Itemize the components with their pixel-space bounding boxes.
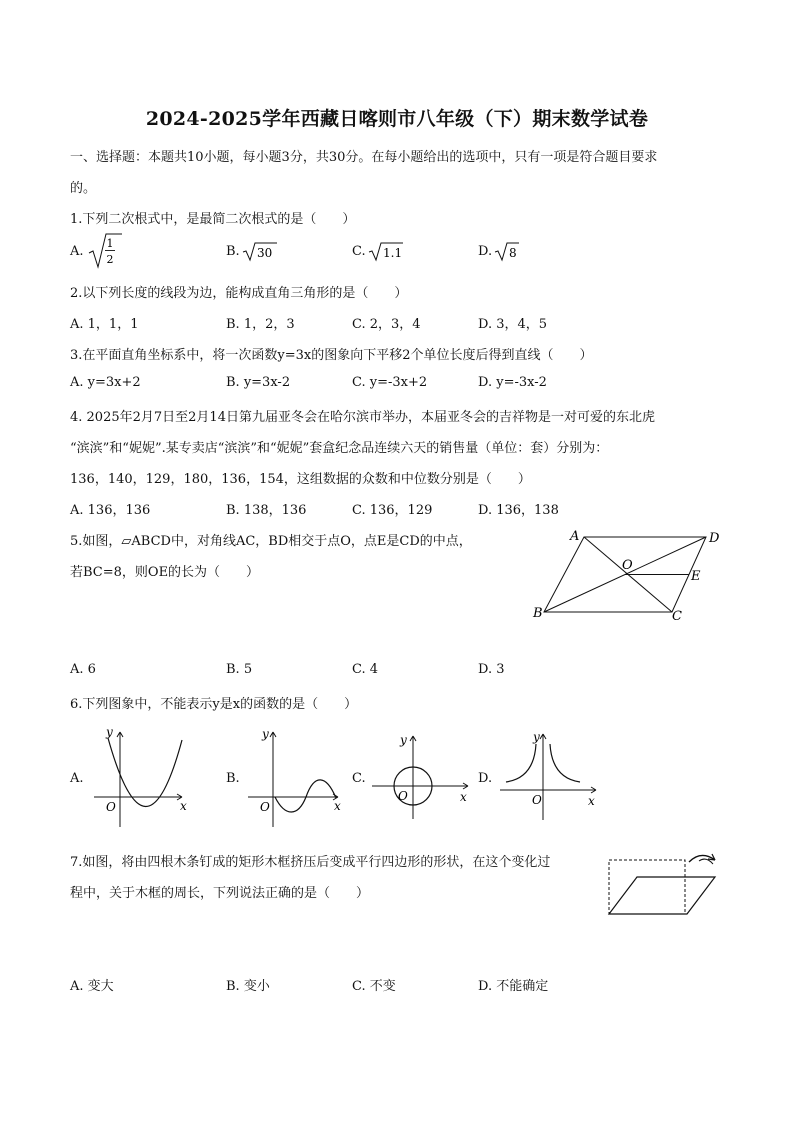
svg-text:O: O xyxy=(532,793,542,807)
svg-text:y: y xyxy=(106,725,113,739)
q2-option-b: B. 1，2，3 xyxy=(226,317,295,332)
q7-option-a: A. 变大 xyxy=(70,979,114,994)
q4-option-a: A. 136，136 xyxy=(70,503,151,518)
q1-option-a-radical xyxy=(86,231,126,271)
q2-stem: 2.以下列长度的线段为边，能构成直角三角形的是（ ） xyxy=(70,286,408,301)
svg-text:x: x xyxy=(180,799,187,813)
svg-text:x: x xyxy=(334,799,341,813)
q2-option-d: D. 3，4，5 xyxy=(478,317,548,332)
svg-text:y: y xyxy=(400,733,407,747)
push-arrow-icon xyxy=(689,855,715,862)
q5-parallelogram-figure xyxy=(528,524,728,628)
q4-stem-line1: 4. 2025年2月7日至2月14日第九届亚冬会在哈尔滨市举办，本届亚冬会的吉祥物是一对可爱的东北虎 xyxy=(70,410,655,425)
q5-option-b: B. 5 xyxy=(226,662,253,677)
q6-graph-d-reciprocal xyxy=(496,726,606,822)
q1-stem: 1.下列二次根式中，是最简二次根式的是（ ） xyxy=(70,212,356,227)
section-instructions-line1: 一、选择题：本题共10小题，每小题3分，共30分。在每小题给出的选项中，只有一项是符合题目要求 xyxy=(70,150,658,165)
q1-option-c-label: C. xyxy=(352,244,366,259)
svg-text:O: O xyxy=(398,789,408,803)
section-instructions-line2: 的。 xyxy=(70,181,97,196)
q5-stem-line2: 若BC=8，则OE的长为（ ） xyxy=(70,565,260,580)
q6-option-c-label: C. xyxy=(352,771,366,786)
q2-option-c: C. 2，3，4 xyxy=(352,317,421,332)
reciprocal-left-branch xyxy=(506,744,536,782)
q1-option-b-radicand: 30 xyxy=(257,246,273,260)
q1-option-c-radicand: 1.1 xyxy=(383,246,403,260)
q7-stem-line2: 程中，关于木框的周长，下列说法正确的是（ ） xyxy=(70,886,370,901)
svg-text:y: y xyxy=(533,730,540,744)
q7-option-d: D. 不能确定 xyxy=(478,979,549,994)
wave-curve xyxy=(275,780,336,812)
q6-graph-a-parabola xyxy=(86,724,196,830)
svg-text:O: O xyxy=(260,800,270,814)
label-o: O xyxy=(622,558,633,573)
label-a: A xyxy=(570,529,580,544)
q1-fraction-numerator: 1 xyxy=(106,237,114,250)
q7-stem-line1: 7.如图，将由四根木条钉成的矩形木框挤压后变成平行四边形的形状，在这个变化过 xyxy=(70,855,551,870)
svg-text:x: x xyxy=(588,794,595,808)
svg-text:O: O xyxy=(106,800,116,814)
q7-option-c: C. 不变 xyxy=(352,979,396,994)
q1-fraction-denominator: 2 xyxy=(106,253,114,266)
rectangle-frame-dashed xyxy=(609,860,685,914)
q3-stem: 3.在平面直角坐标系中，将一次函数y=3x的图象向下平移2个单位长度后得到直线（ ） xyxy=(70,348,593,363)
q5-option-c: C. 4 xyxy=(352,662,379,677)
q1-option-b-radical xyxy=(241,240,281,262)
q3-option-c: C. y=-3x+2 xyxy=(352,375,428,390)
page-title: 2024-2025学年西藏日喀则市八年级（下）期末数学试卷 xyxy=(145,108,649,130)
q4-stem-line2: “滨滨”和“妮妮”.某专卖店“滨滨”和“妮妮”套盒纪念品连续六天的销售量（单位：套）分别为： xyxy=(70,441,609,456)
q3-option-a: A. y=3x+2 xyxy=(70,375,141,390)
q5-option-a: A. 6 xyxy=(70,662,96,677)
label-b: B xyxy=(533,606,543,621)
parallelogram-frame xyxy=(609,877,715,914)
reciprocal-right-branch xyxy=(550,744,580,782)
q6-option-b-label: B. xyxy=(226,771,240,786)
q5-option-d: D. 3 xyxy=(478,662,505,677)
label-c: C xyxy=(672,609,682,624)
label-e: E xyxy=(691,569,701,584)
q1-option-d-radicand: 8 xyxy=(509,246,517,260)
q4-stem-line3: 136，140，129，180，136，154，这组数据的众数和中位数分别是（ ） xyxy=(70,472,531,487)
q4-option-c: C. 136，129 xyxy=(352,503,433,518)
q6-stem: 6.下列图象中，不能表示y是x的函数的是（ ） xyxy=(70,697,358,712)
q1-option-d-label: D. xyxy=(478,244,493,259)
q7-frame-figure xyxy=(603,846,727,918)
svg-text:x: x xyxy=(460,790,467,804)
q1-option-a-label: A. xyxy=(70,244,84,259)
q7-option-b: B. 变小 xyxy=(226,979,270,994)
q5-stem-line1: 5.如图，▱ABCD中，对角线AC，BD相交于点O，点E是CD的中点， xyxy=(70,534,472,549)
q6-graph-c-circle xyxy=(368,726,478,822)
svg-text:y: y xyxy=(262,727,269,741)
q1-option-b-label: B. xyxy=(226,244,240,259)
q4-option-b: B. 138，136 xyxy=(226,503,307,518)
parabola-curve xyxy=(108,738,182,807)
q3-option-d: D. y=-3x-2 xyxy=(478,375,547,390)
q6-option-d-label: D. xyxy=(478,771,493,786)
q6-graph-b-wave xyxy=(240,724,350,830)
q3-option-b: B. y=3x-2 xyxy=(226,375,291,390)
label-d: D xyxy=(709,531,720,546)
q6-option-a-label: A. xyxy=(70,771,84,786)
q4-option-d: D. 136，138 xyxy=(478,503,559,518)
q1-option-c-radical xyxy=(367,240,407,262)
q1-option-d-radical xyxy=(493,240,523,262)
q2-option-a: A. 1，1，1 xyxy=(70,317,139,332)
